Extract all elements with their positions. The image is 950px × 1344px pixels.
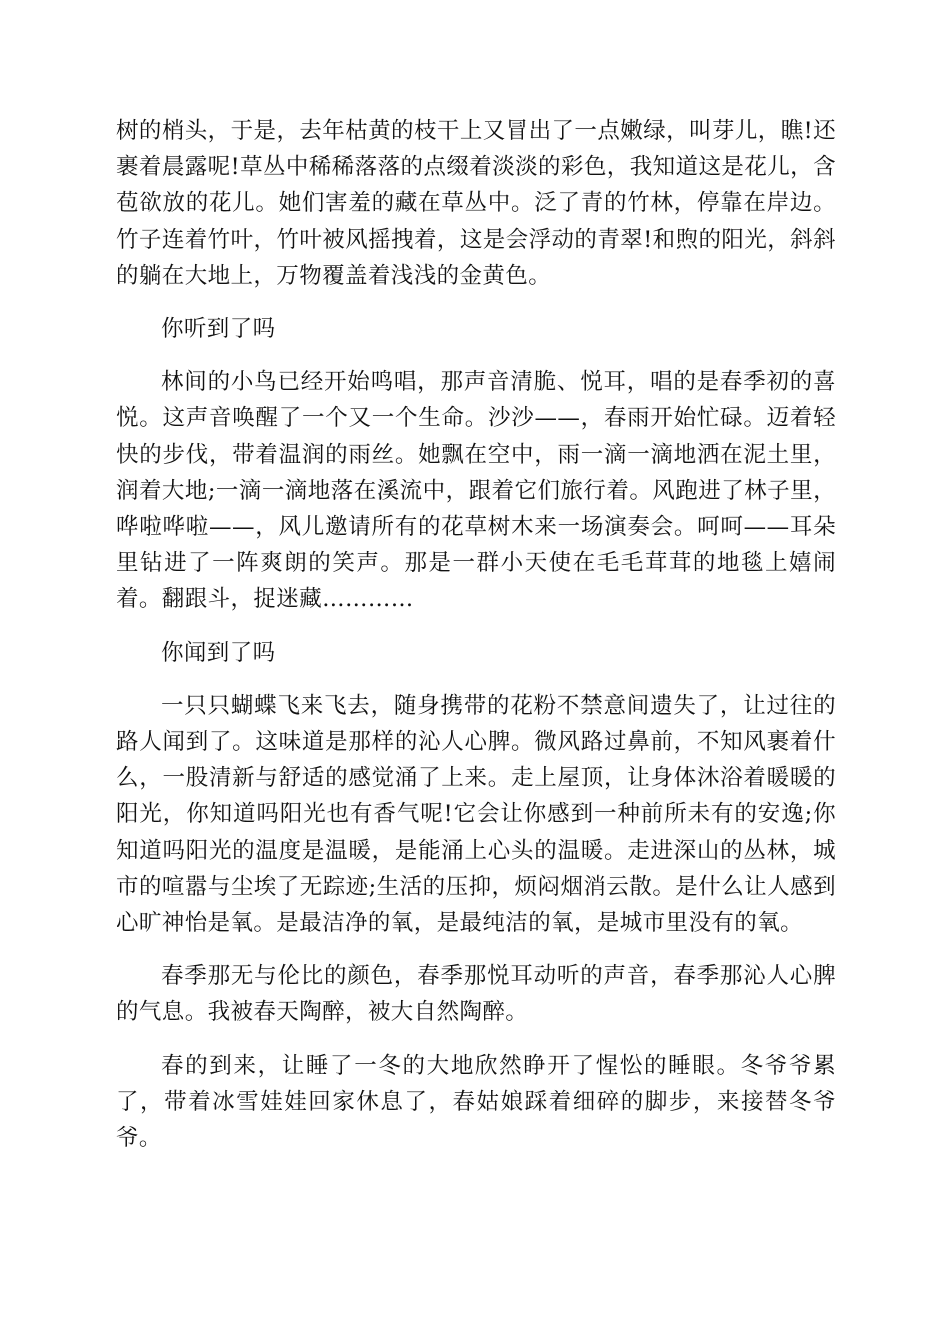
paragraph-spring-summary: 春季那无与伦比的颜色，春季那悦耳动听的声音，春季那沁人心脾的气息。我被春天陶醉，被大自然陶醉。 bbox=[116, 963, 836, 1026]
paragraph-birdsong-rain: 林间的小鸟已经开始鸣唱，那声音清脆、悦耳，唱的是春季初的喜悦。这声音唤醒了一个又一个生命。沙沙——，春雨开始忙碌。迈着轻快的步伐，带着温润的雨丝。她飘在空中，雨一滴一滴地洒在泥土里，润着大地;一滴一滴地落在溪流中，跟着它们旅行着。风跑进了林子里，哗啦哗啦——，风儿邀请所有的花草树木来一场演奏会。呵呵——耳朵里钻进了一阵爽朗的笑声。那是一群小天使在毛毛茸茸的地毯上嬉闹着。翻跟斗，捉迷藏………… bbox=[116, 369, 836, 613]
heading-did-you-smell: 你闻到了吗 bbox=[161, 639, 276, 666]
paragraph-spring-arrival: 春的到来，让睡了一冬的大地欣然睁开了惺忪的睡眼。冬爷爷累了，带着冰雪娃娃回家休息了，春姑娘踩着细碎的脚步，来接替冬爷爷。 bbox=[116, 1052, 836, 1152]
document-page bbox=[116, 113, 836, 1173]
paragraph-spring-scenery: 树的梢头，于是，去年枯黄的枝干上又冒出了一点嫩绿，叫芽儿，瞧!还裹着晨露呢!草丛中稀稀落落的点缀着淡淡的彩色，我知道这是花儿，含苞欲放的花儿。她们害羞的藏在草丛中。泛了青的竹林，停靠在岸边。竹子连着竹叶，竹叶被风摇拽着，这是会浮动的青翠!和煦的阳光，斜斜的躺在大地上，万物覆盖着浅浅的金黄色。 bbox=[116, 118, 836, 289]
paragraph-butterflies-fragrance: 一只只蝴蝶飞来飞去，随身携带的花粉不禁意间遗失了，让过往的路人闻到了。这味道是那样的沁人心脾。微风路过鼻前，不知风裹着什么，一股清新与舒适的感觉涌了上来。走上屋顶，让身体沐浴着暖暖的阳光，你知道吗阳光也有香气呢!它会让你感到一种前所未有的安逸;你知道吗阳光的温度是温暖，是能涌上心头的温暖。走进深山的丛林，城市的喧嚣与尘埃了无踪迹;生活的压抑，烦闷烟消云散。是什么让人感到心旷神怡是氧。是最洁净的氧，是最纯洁的氧，是城市里没有的氧。 bbox=[116, 692, 836, 937]
heading-did-you-hear: 你听到了吗 bbox=[161, 316, 276, 343]
